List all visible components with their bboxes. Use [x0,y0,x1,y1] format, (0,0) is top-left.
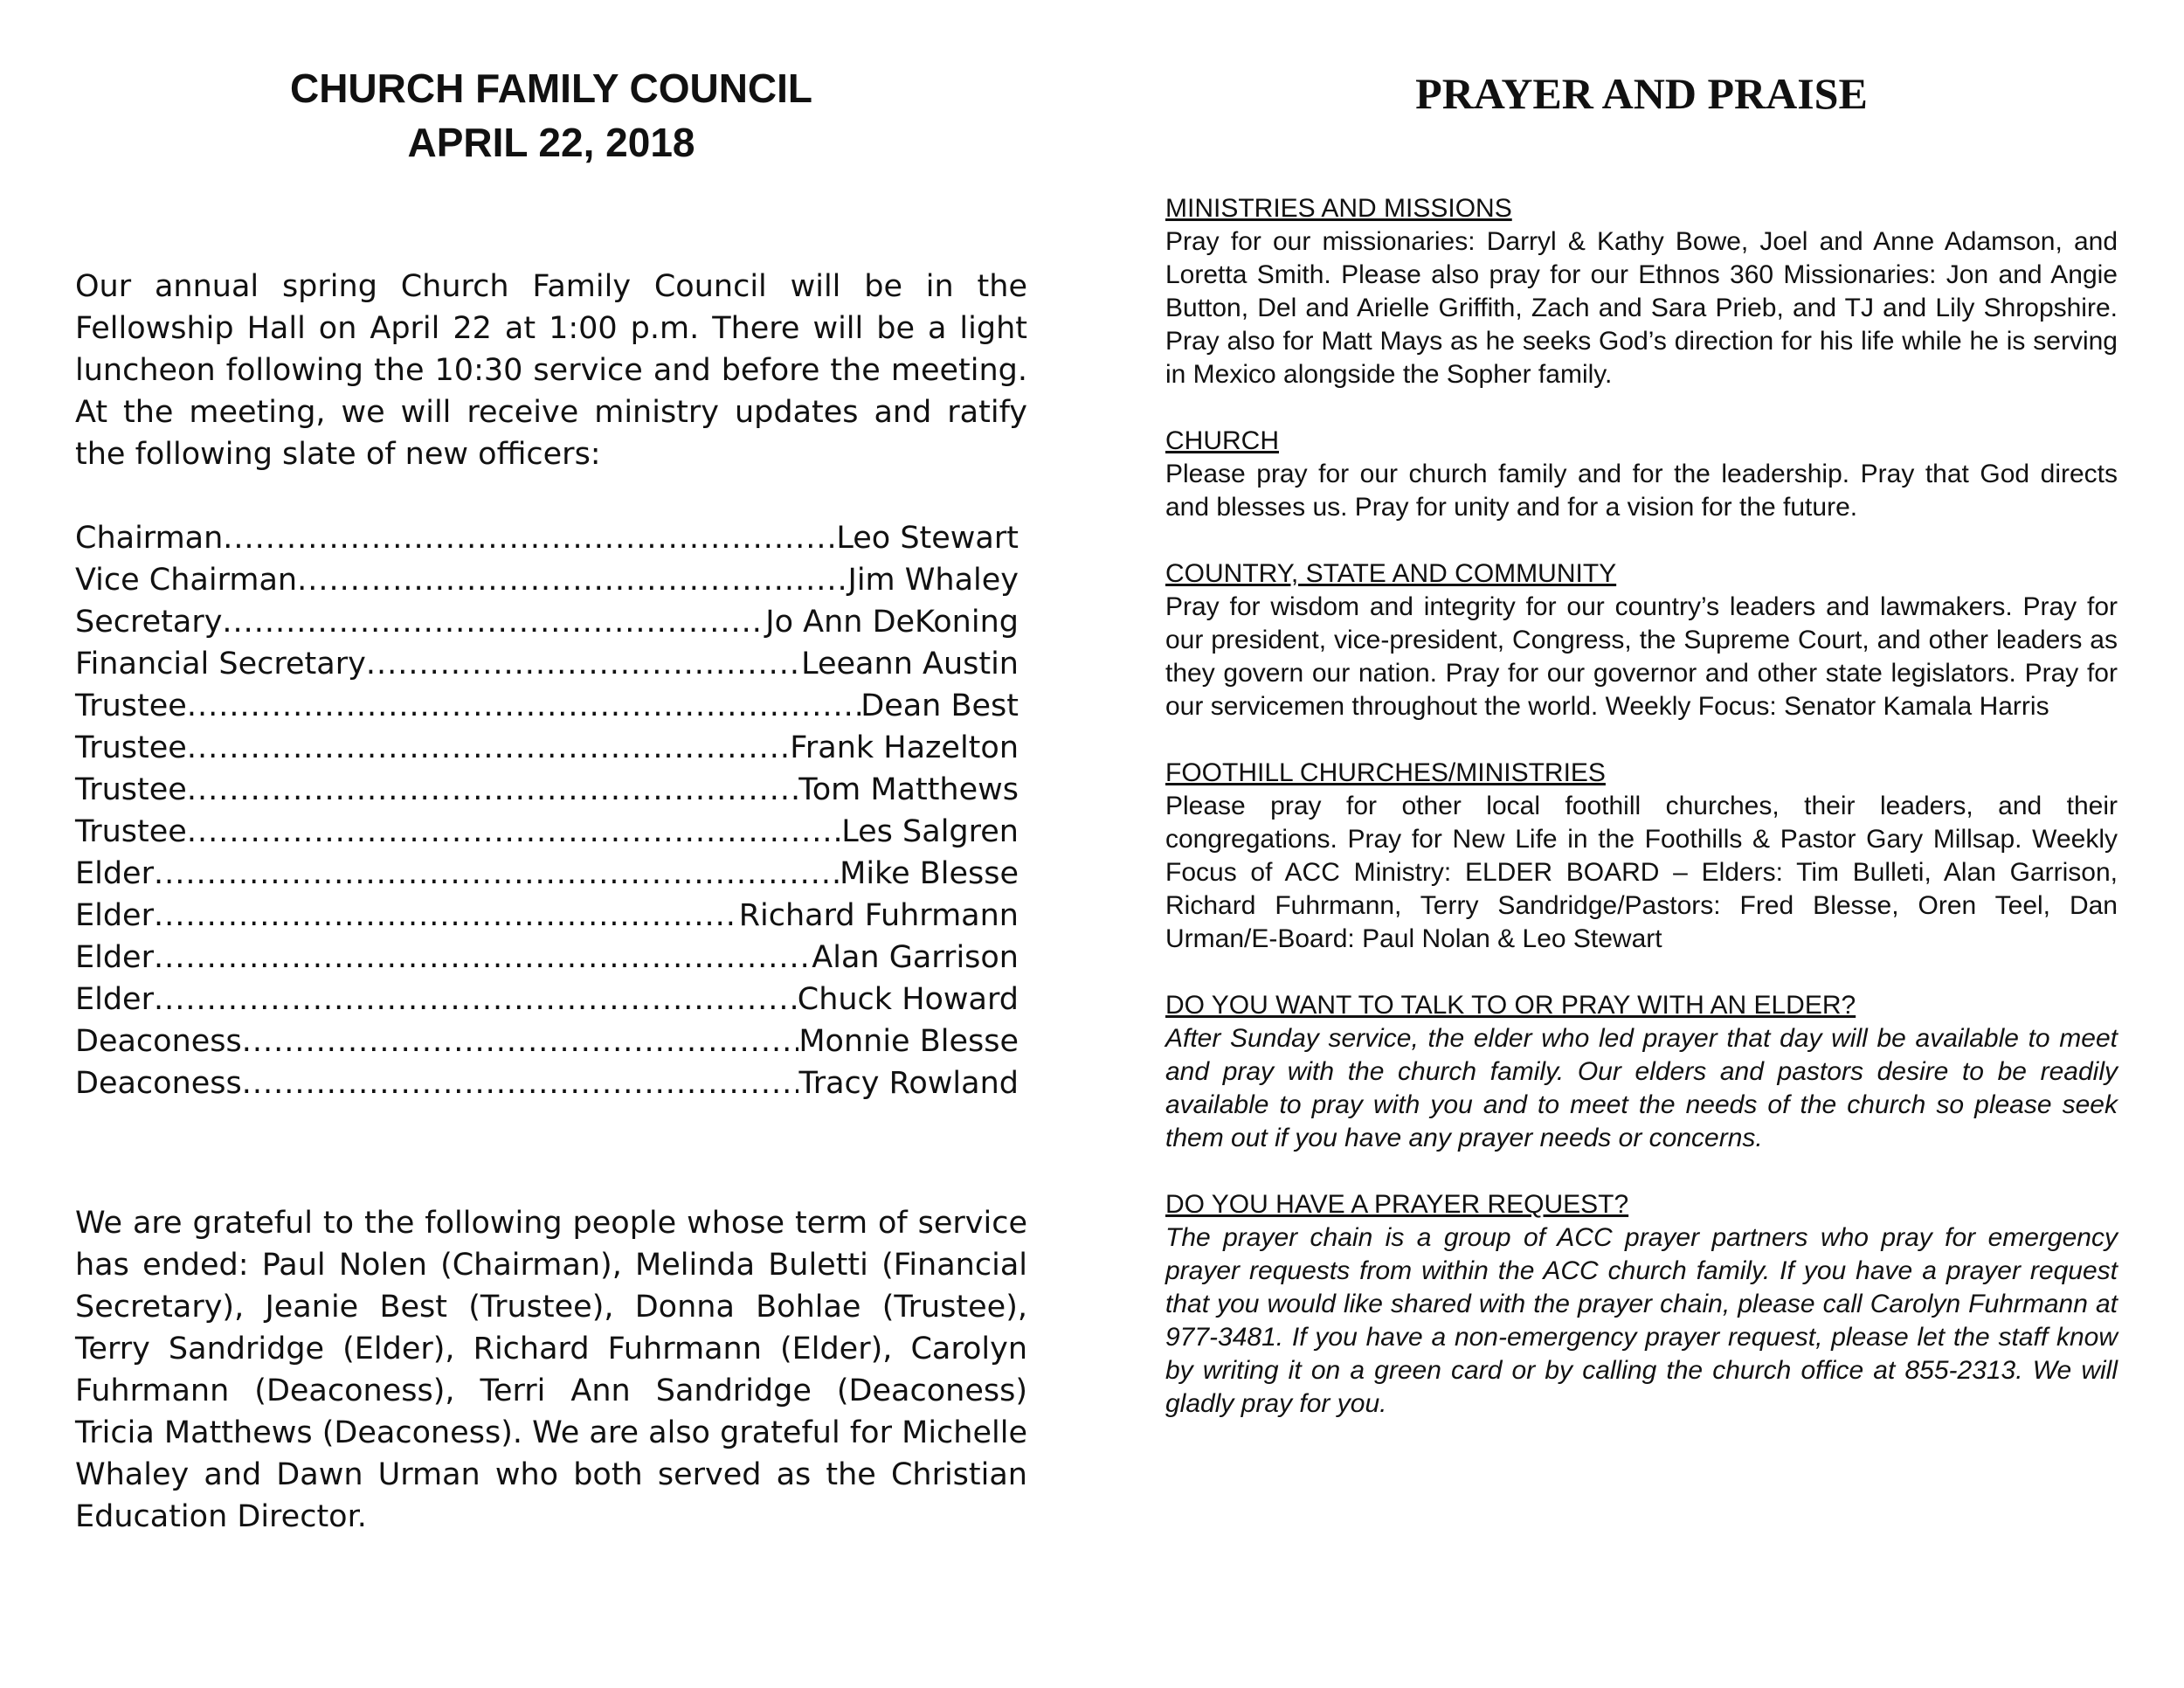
officer-row [75,811,1019,853]
section-body: Please pray for other local foothill churches, their leaders, and their congregations. Pray for New Life in the Foothills & Pastor Gary Millsap. Weekly Focus of ACC Ministry: ELDER BOARD – Elders: Tim Bulleti, Alan Garrison, Richard Fuhrmann, Terry Sandridge/Pastors: Fred Blesse, Oren Teel, Dan Urman/E-Board: Paul Nolan & Leo Stewart [1165,792,2118,953]
section-heading: DO YOU WANT TO TALK TO OR PRAY WITH AN ELDER? [1165,991,1856,1020]
section-prayer-request [1165,1188,2118,1421]
gratitude-paragraph: We are grateful to the following people whose term of service has ended: Paul Nolen (Chairman), Melinda Buletti (Financial Secretary), Jeanie Best (Trustee), Donna Bohlae (Trustee), Terry Sandridge (Elder), Richard Fuhrmann (Elder), Carolyn Fuhrmann (Deaconess), Terri Ann Sandridge (Deaconess) Tricia Matthews (Deaconess). We are also grateful for Michelle Whaley and Dawn Urman who both served as the Christian Education Director. [75,1206,1027,1534]
section-heading: COUNTRY, STATE AND COMMUNITY [1165,559,1617,588]
officer-row [75,769,1019,811]
dot-leader [242,1062,799,1104]
officer-title: Elder [75,898,154,933]
section-talk-to-elder [1165,989,2118,1155]
section-heading: MINISTRIES AND MISSIONS [1165,194,1512,223]
section-body: Please pray for our church family and for the leadership. Pray that God directs and blesses us. Pray for unity and for a vision for the future. [1165,460,2118,522]
officer-row [75,1020,1019,1062]
officer-row [75,517,1019,559]
dot-leader [187,685,860,727]
officer-row [75,979,1019,1020]
section-heading: DO YOU HAVE A PRAYER REQUEST? [1165,1190,1629,1219]
officer-row [75,685,1019,727]
officer-name: Tom Matthews [798,772,1019,807]
officer-row [75,1062,1019,1104]
officer-name: Alan Garrison [812,940,1019,975]
officer-row [75,937,1019,979]
prayer-title: PRAYER AND PRAISE [1415,69,1868,118]
section-body: Pray for our missionaries: Darryl & Kathy Bowe, Joel and Anne Adamson, and Loretta Smith. Please also pray for our Ethnos 360 Missionaries: Jon and Angie Button, Del and Arielle Griffith, Zach and Sara Prieb, and TJ and Lily Shropshire. Pray also for Matt Mays as he seeks God’s direction for his life while he is serving in Mexico alongside the Sopher family. [1165,227,2118,389]
officer-name: Jim Whaley [847,563,1019,598]
section-heading: CHURCH [1165,426,1279,455]
officer-row [75,895,1019,937]
dot-leader [187,769,798,811]
officer-title: Deaconess [75,1066,242,1101]
council-intro-paragraph: Our annual spring Church Family Council will be in the Fellowship Hall on April 22 at 1:00 p.m. There will be a light luncheon following the 10:30 service and before the meeting. At the meeting, we will receive ministry updates and ratify the following slate of new officers: [75,269,1027,472]
officer-name: Chuck Howard [797,982,1019,1017]
dot-leader [223,517,836,559]
section-body: After Sunday service, the elder who led prayer that day will be available to meet and pray with the church family. Our elders and pastors desire to be readily available to pray with you and to meet the needs of the church so please seek them out if you have any prayer needs or concerns. [1165,1024,2118,1152]
church-family-council-panel [75,61,1027,1568]
section-church [1165,425,2118,524]
officer-title: Trustee [75,730,187,765]
dot-leader [366,643,801,685]
officer-title: Elder [75,940,154,975]
officer-title: Trustee [75,688,187,723]
section-body: Pray for wisdom and integrity for our country’s leaders and lawmakers. Pray for our president, vice-president, Congress, the Supreme Court, and other leaders as they govern our nation. Pray for our governor and other state legislators. Pray for our servicemen throughout the world. Weekly Focus: Senator Kamala Harris [1165,592,2118,721]
prayer-and-praise-panel [1165,63,2118,1421]
officer-title: Financial Secretary [75,647,366,681]
section-ministries-missions [1165,192,2118,391]
officer-title: Elder [75,982,154,1017]
section-heading: FOOTHILL CHURCHES/MINISTRIES [1165,758,1606,787]
dot-leader [222,601,765,643]
officer-title: Chairman [75,521,224,556]
dot-leader [154,853,840,895]
officer-title: Trustee [75,814,187,849]
section-body: The prayer chain is a group of ACC prayer partners who pray for emergency prayer requests from within the ACC church family. If you have a prayer request that you would like shared with the prayer chain, please call Carolyn Fuhrmann at 977-3481. If you have a non-emergency prayer request, please let the staff know by writing it on a green card or by calling the church office at 855-2313. We will gladly pray for you. [1165,1223,2118,1418]
officer-name: Leeann Austin [801,647,1019,681]
officer-title: Secretary [75,605,223,640]
officer-name: Richard Fuhrmann [738,898,1019,933]
officer-slate [75,517,1027,1104]
dot-leader [154,937,812,979]
council-title [75,61,1027,169]
officer-name: Frank Hazelton [790,730,1019,765]
dot-leader [154,979,798,1020]
section-country-state-community [1165,557,2118,723]
officer-name: Mike Blesse [840,856,1019,891]
officer-name: Jo Ann DeKoning [765,605,1019,640]
section-foothill-churches [1165,757,2118,956]
officer-title: Vice Chairman [75,563,298,598]
officer-name: Tracy Rowland [798,1066,1019,1101]
dot-leader [297,559,847,601]
dot-leader [154,895,739,937]
officer-title: Elder [75,856,154,891]
council-title-line1: CHURCH FAMILY COUNCIL [289,66,813,111]
officer-name: Les Salgren [841,814,1019,849]
officer-row [75,643,1019,685]
officer-row [75,559,1019,601]
officer-row [75,727,1019,769]
dot-leader [187,811,841,853]
officer-row [75,601,1019,643]
dot-leader [242,1020,799,1062]
officer-row [75,853,1019,895]
officer-title: Deaconess [75,1024,242,1059]
officer-name: Monnie Blesse [798,1024,1019,1059]
council-date: APRIL 22, 2018 [407,120,695,165]
officer-name: Leo Stewart [836,521,1019,556]
dot-leader [187,727,790,769]
officer-name: Dean Best [860,688,1019,723]
officer-title: Trustee [75,772,187,807]
